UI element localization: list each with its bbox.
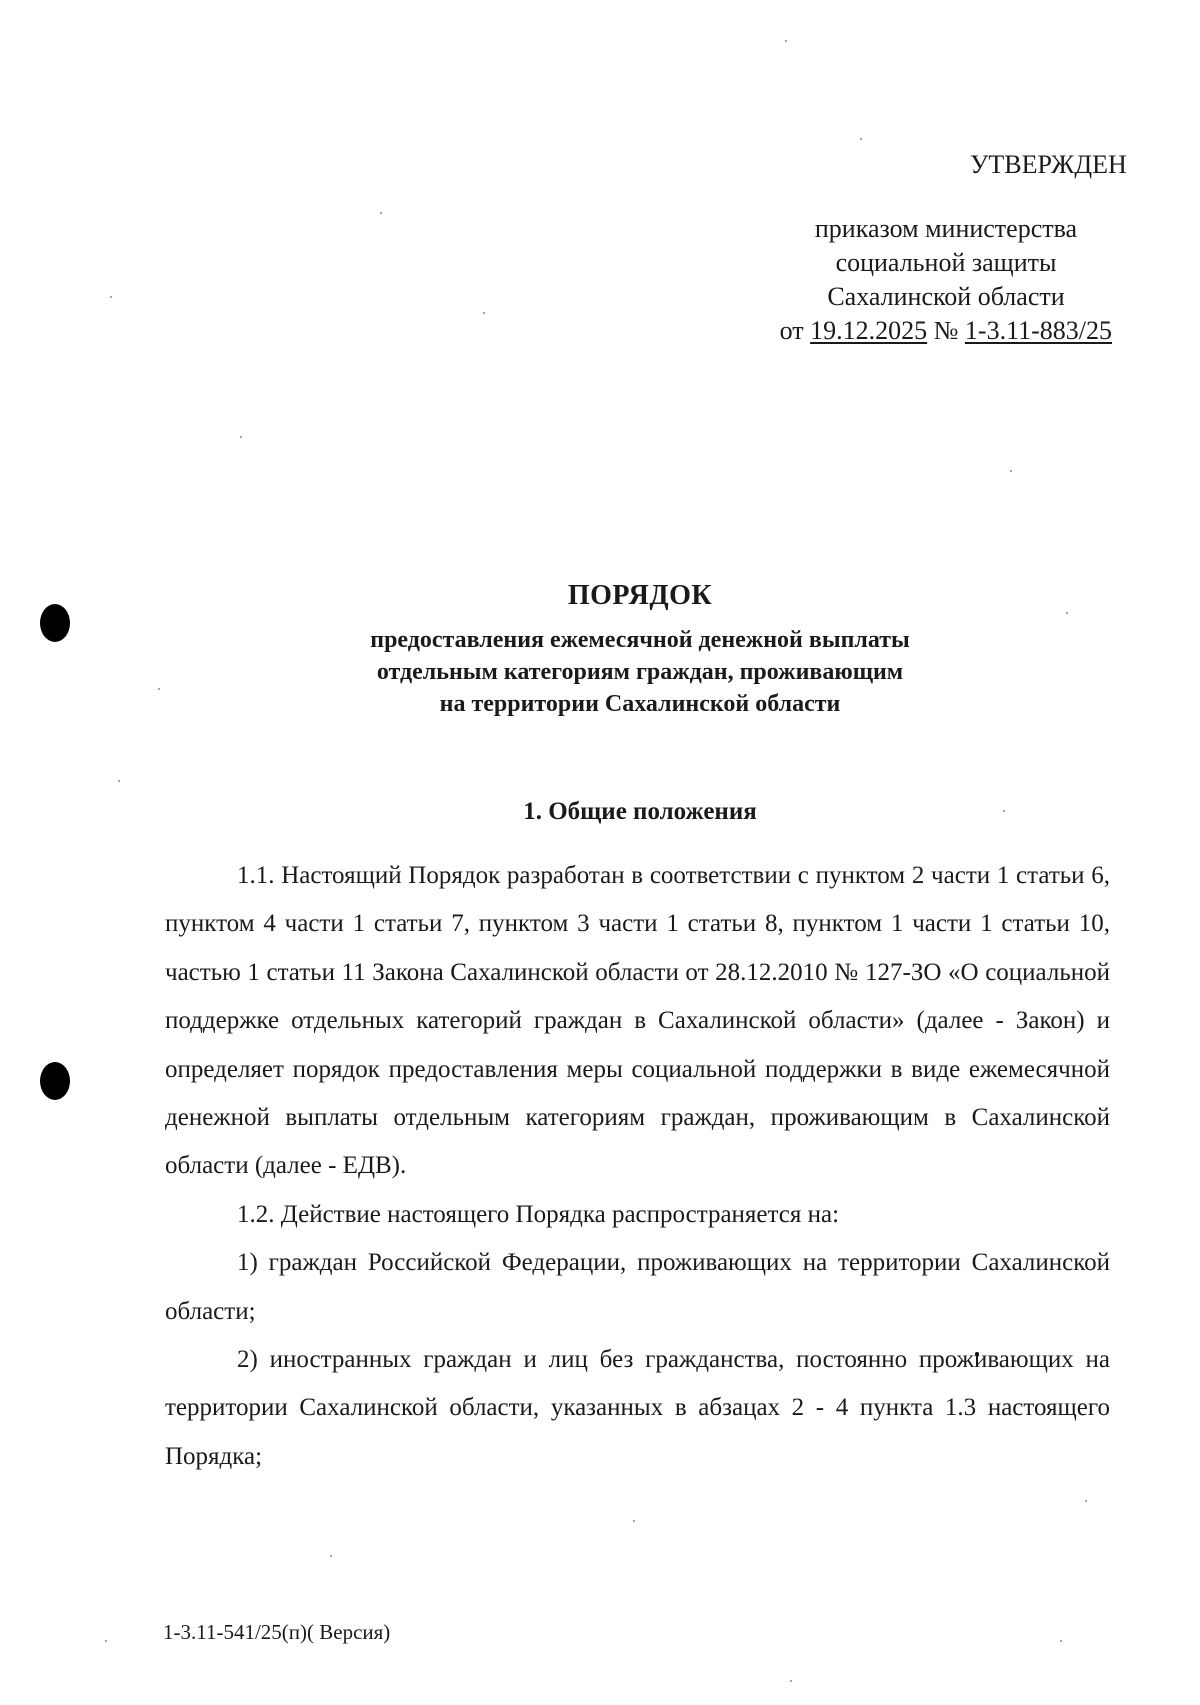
paragraph-1-2: 1.2. Действие настоящего Порядка распространяется на: xyxy=(237,1200,840,1228)
date-prefix: от xyxy=(779,316,804,345)
subtitle-line-2: отдельным категориям граждан, проживающим xyxy=(376,659,904,685)
subtitle-line-1: предоставления ежемесячной денежной выплаты xyxy=(370,627,910,653)
footer-doc-code: 1-3.11-541/25(п)( Версия) xyxy=(163,1620,391,1644)
approval-date-number xyxy=(700,314,1120,348)
approval-number: 1-3.11-883/25 xyxy=(964,316,1112,345)
document-body xyxy=(165,852,1110,1481)
approval-block xyxy=(700,148,1127,348)
title-main: ПОРЯДОК xyxy=(567,580,713,611)
punch-hole-bottom xyxy=(40,1062,70,1100)
punch-hole-top xyxy=(40,604,70,642)
approval-line-2: социальной защиты xyxy=(835,248,1057,277)
list-item-2: 2) иностранных граждан и лиц без гражданства, постоянно проживающих на территории Сахалинской области, указанных в абзацах 2 - 4 пункта 1.3 настоящего Порядка; xyxy=(165,1346,1110,1470)
title-subtitle xyxy=(200,624,1080,720)
list-item-1: 1) граждан Российской Федерации, проживающих на территории Сахалинской области; xyxy=(165,1249,1110,1325)
approval-heading: УТВЕРЖДЕН xyxy=(970,150,1127,179)
document-title xyxy=(200,578,1080,720)
number-sign: № xyxy=(933,316,959,345)
section-heading: 1. Общие положения xyxy=(523,798,757,825)
approval-date: 19.12.2025 xyxy=(810,316,928,345)
paragraph-1-1: 1.1. Настоящий Порядок разработан в соответствии с пунктом 2 части 1 статьи 6, пунктом 4 части 1 статьи 7, пунктом 3 части 1 статьи 8, пунктом 1 части 1 статьи 10, частью 1 статьи 11 Закона Сахалинской области от 28.12.2010 № 127-ЗО «О социальной поддержке отдельных категорий граждан в Сахалинской области» (далее - Закон) и определяет порядок предоставления меры социальной поддержки в виде ежемесячной денежной выплаты отдельным категориям граждан, проживающим в Сахалинской области (далее - ЕДВ). xyxy=(165,862,1110,1180)
approval-line-1: приказом министерства xyxy=(814,214,1078,243)
approval-line-3: Сахалинской области xyxy=(827,282,1065,311)
subtitle-line-3: на территории Сахалинской области xyxy=(439,691,841,717)
